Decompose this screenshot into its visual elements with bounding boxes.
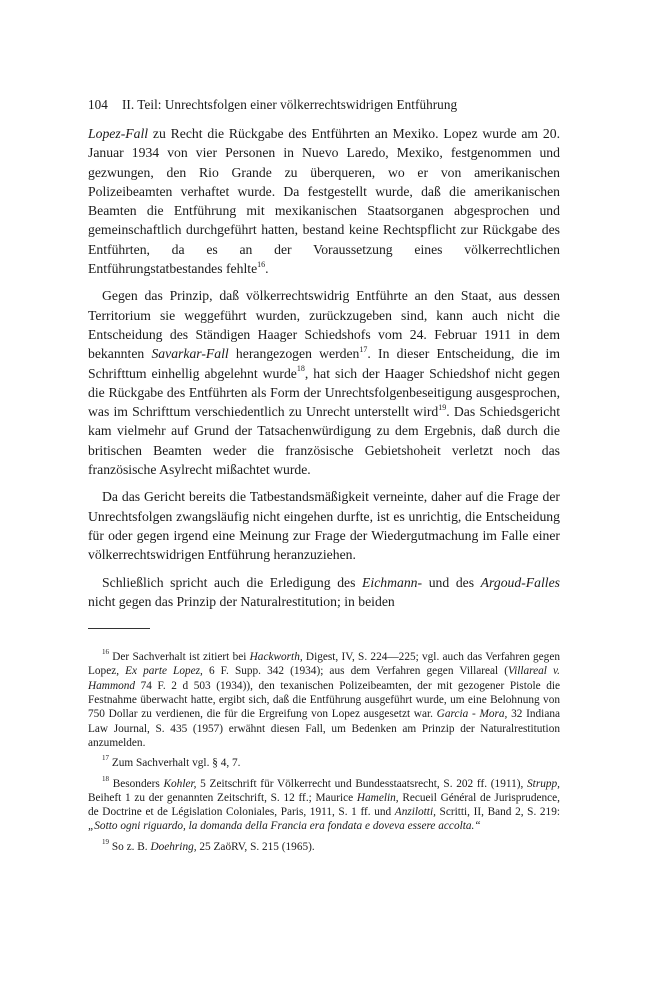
footnote-number: 16	[102, 648, 109, 657]
footnote-ref-19[interactable]: 19	[438, 402, 447, 412]
footnote-separator	[88, 628, 150, 629]
running-title: II. Teil: Unrechtsfolgen einer völkerrechtswidrigen Entführung	[121, 97, 458, 112]
running-header	[88, 96, 560, 114]
footnote-number: 17	[102, 754, 109, 763]
book-page	[88, 96, 560, 854]
footnote-17: $^{17}$ Zum Sachverhalt vgl. § 4, 7.	[102, 754, 241, 770]
paragraph-savarkar-fall: Gegen das Prinzip, daß völkerrechtswidrig Entführte an den Staat, aus dessen Territorium sie weggeführt wurden, zurückzugeben sind, kann auch nicht die Entscheidung des Ständigen Haager Schiedshofs vom 24. Februar 1911 in dem bekannten Savarkar-Fall herangezogen werden$^{17}$. In dieser Entscheidung, die im Schrifttum einhellig abgelehnt wurde$^{18}$, hat sich der Haager Schiedshof nicht gegen die Rückgabe des Entführten als Form der Unrechtsfolgenbeseitigung ausgesprochen, was im Schrifttum verschiedentlich zu Unrecht unterstellt wird$^{19}$. Das Schiedsgericht kam vielmehr auf Grund der Tatsachenwürdigung zu dem Ergebnis, daß durch die britischen Beamten weder die französische Gebietshoheit verletzt noch das französische Asylrecht mißachtet wurde.	[88, 288, 560, 478]
paragraph-tatbestand: Da das Gericht bereits die Tatbestandsmäßigkeit verneinte, daher auf die Frage der Unrechtsfolgen zwangsläufig nicht eingehen durfte, ist es unrichtig, die Entscheidung für oder gegen irgend eine Meinung zur Frage der Wiedergutmachung im Falle einer völkerrechtswidrigen Entführung heranzuziehen.	[88, 489, 560, 563]
page-number: 104	[88, 97, 108, 112]
footnote-16: $^{16}$ Der Sachverhalt ist zitiert bei Hackworth, Digest, IV, S. 224—225; vgl. auch das Verfahren gegen Lopez, Ex parte Lopez, 6 F. Supp. 342 (1934); aus dem Verfahren gegen Villareal (Villareal v. Hammond 74 F. 2 d 503 (1934)), den texanischen Polizeibeamten, der mit gezogener Pistole die Festnahme überwacht hatte, ergibt sich, daß die Entführung ausgeführt wurde, um eine Belohnung von 750 Dollar zu verdienen, die für die Ergreifung von Lopez ausgesetzt war. Garcia - Mora, 32 Indiana Law Journal, S. 435 (1957) erwähnt diesen Fall, um Bedenken am Prinzip der Naturalrestitution anzumelden.	[88, 648, 560, 749]
case-name: Savarkar-Fall	[151, 346, 229, 362]
footnote-ref-17[interactable]: 17	[359, 344, 368, 354]
main-text	[88, 124, 560, 611]
footnote-19: $^{19}$ So z. B. Doehring, 25 ZaöRV, S. 215 (1965).	[102, 837, 315, 853]
footnote-number: 18	[102, 774, 109, 783]
case-name: Eichmann-	[362, 574, 423, 590]
footnote-18: $^{18}$ Besonders Kohler, 5 Zeitschrift für Völkerrecht und Bundesstaatsrecht, S. 202 ff. (1911), Strupp, Beiheft 1 zu der genannten Zeitschrift, S. 12 ff.; Maurice Hamelin, Recueil Général de Jurisprudence, de Doctrine et de Législation Coloniales, Paris, 1911, S. 1 ff. und Anzilotti, Scritti, II, Band 2, S. 219: „Sotto ogni riguardo, la domanda della Francia era fondata e doveva essere accolta.“	[88, 774, 560, 833]
paragraph-lopez-fall: Lopez-Fall zu Recht die Rückgabe des Entführten an Mexiko. Lopez wurde am 20. Januar 1934 von vier Personen in Nuevo Laredo, Mexiko, festgenommen und gezwungen, den Rio Grande zu überqueren, wo er von amerikanischen Polizeibeamten verhaftet wurde. Da festgestellt wurde, daß die amerikanischen Beamten die Entführung mit mexikanischen Staatsorganen abgesprochen und gemeinschaftlich durchgeführt hatten, bestand keine Rechtspflicht zur Rückgabe des Entführten, da es an der Voraussetzung eines völkerrechtlichen Entführungstatbestandes fehlte$^{16}$.	[88, 126, 560, 277]
footnote-ref-16[interactable]: 16	[257, 259, 266, 269]
footnote-ref-18[interactable]: 18	[296, 364, 305, 373]
case-name: Argoud-Falles	[480, 574, 560, 590]
paragraph-eichmann-argoud: Schließlich spricht auch die Erledigung des Eichmann- und des Argoud-Falles nicht gegen das Prinzip der Naturalrestitution; in beiden	[88, 574, 560, 609]
footnotes	[88, 650, 560, 854]
footnote-number: 19	[102, 837, 109, 846]
case-name: Lopez-Fall	[88, 126, 149, 141]
